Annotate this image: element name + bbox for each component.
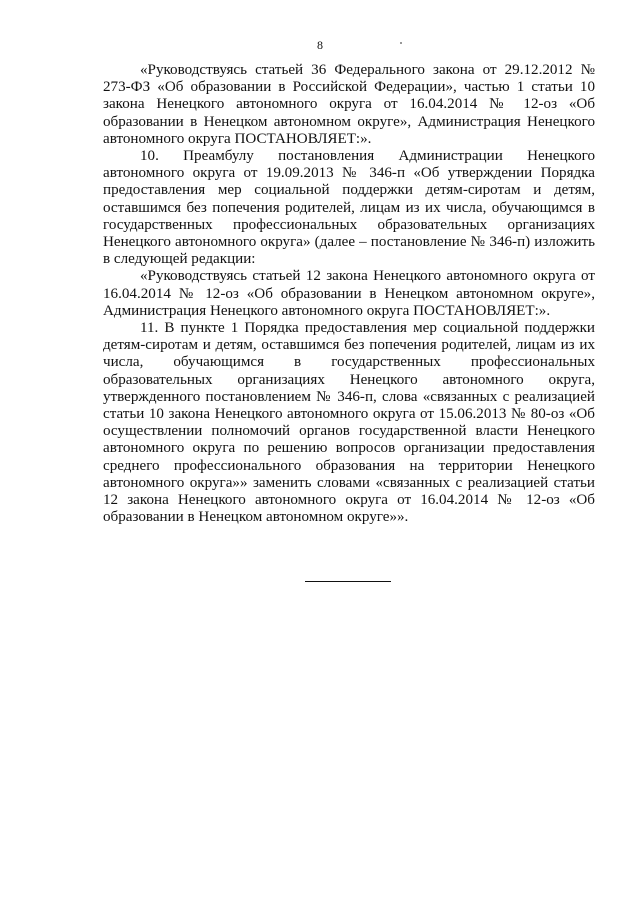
paragraph-item-10: 10. Преамбулу постановления Администрации Ненецкого автономного округа от 19.09.2013 № 346-п «Об утверждении Порядка предоставления мер социальной поддержки детям-сиротам и детям, оставшимся без попечения родителей, лицам из их числа, обучающимся в государственных профессиональных образовательных организациях Ненецкого автономного округа» (далее – постановление № 346-п) изложить в следующей редакции:	[103, 148, 595, 268]
scan-speck	[400, 42, 402, 44]
paragraph-preamble-quote: «Руководствуясь статьей 36 Федерального закона от 29.12.2012 № 273-ФЗ «Об образовании в Российской Федерации», частью 1 статьи 10 закона Ненецкого автономного округа от 16.04.2014 № 12-оз «Об образовании в Ненецком автономном округе», Администрация Ненецкого автономного округа ПОСТАНОВЛЯЕТ:».	[103, 62, 595, 147]
closing-divider-line	[305, 581, 391, 582]
paragraph-new-preamble-quote: «Руководствуясь статьей 12 закона Ненецкого автономного округа от 16.04.2014 № 12-оз «Об образовании в Ненецком автономном округе», Администрация Ненецкого автономного округа ПОСТАНОВЛЯЕТ:».	[103, 268, 595, 319]
document-body	[103, 62, 595, 526]
page-number: 8	[317, 38, 323, 52]
paragraph-item-11: 11. В пункте 1 Порядка предоставления мер социальной поддержки детям-сиротам и детям, оставшимся без попечения родителей, лицам из их числа, обучающимся в государственных профессиональных образовательных организациях Ненецкого автономного округа, утвержденного постановлением № 346-п, слова «связанных с реализацией статьи 10 закона Ненецкого автономного округа от 15.06.2013 № 80-оз «Об осуществлении полномочий органов государственной власти Ненецкого автономного округа по решению вопросов организации предоставления среднего профессионального образования на территории Ненецкого автономного округа»» заменить словами «связанных с реализацией статьи 12 закона Ненецкого автономного округа от 16.04.2014 № 12-оз «Об образовании в Ненецком автономном округе»».	[103, 320, 595, 526]
